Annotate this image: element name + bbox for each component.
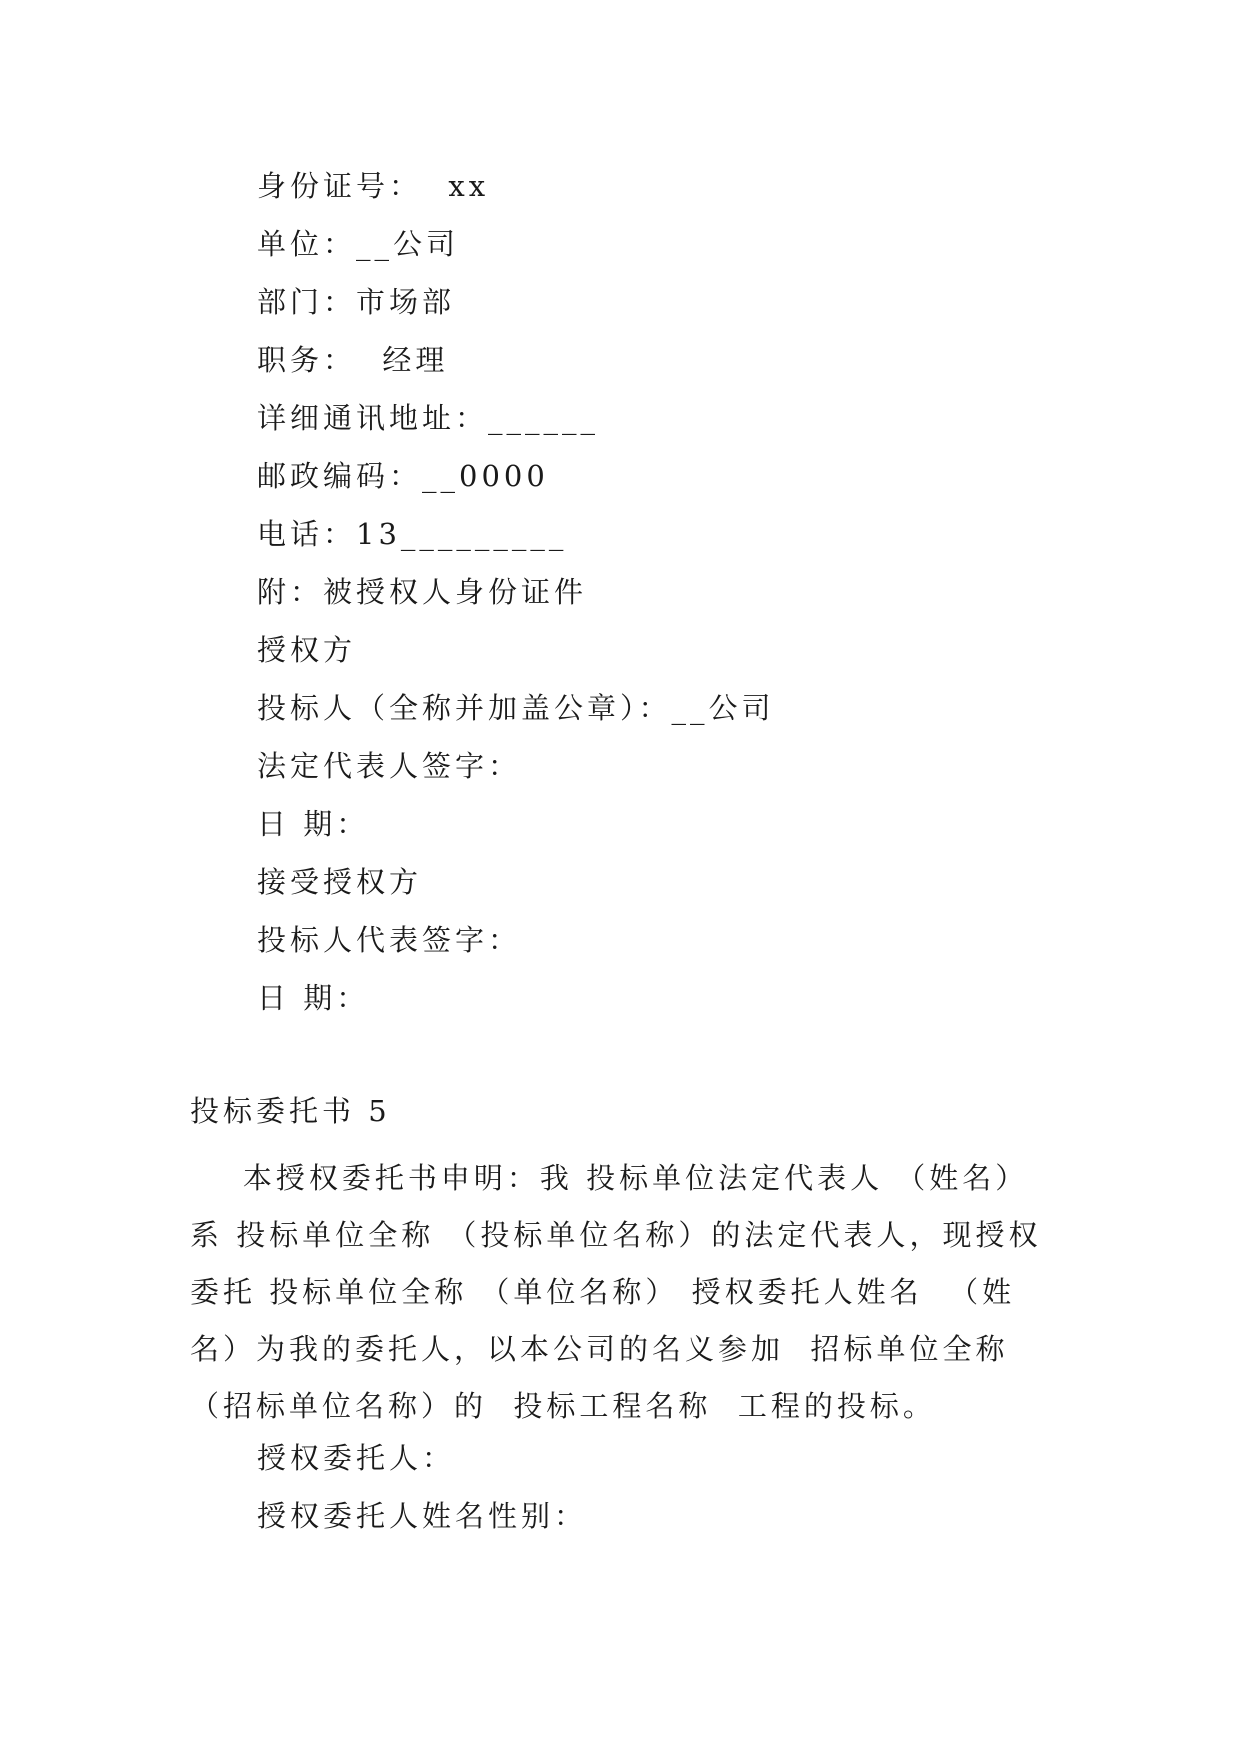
id-number-line: 身份证号： xx xyxy=(257,169,490,203)
address-line: 详细通讯地址：______ xyxy=(257,401,600,435)
paragraph-line: 委托 投标单位全称 （单位名称） 授权委托人姓名 （姓 xyxy=(190,1275,1016,1309)
department-line: 部门：市场部 xyxy=(257,285,456,319)
paragraph-line: 系 投标单位全称 （投标单位名称）的法定代表人，现授权 xyxy=(190,1218,1042,1252)
date-line-2: 日 期： xyxy=(257,981,370,1015)
postcode-line: 邮政编码：__0000 xyxy=(257,459,549,493)
paragraph-line: 名）为我的委托人，以本公司的名义参加 招标单位全称 xyxy=(190,1332,1009,1366)
authorization-paragraph xyxy=(190,1150,1070,1435)
legal-rep-signature-line: 法定代表人签字： xyxy=(257,749,522,783)
grantor-heading: 授权方 xyxy=(257,633,357,667)
attachment-line: 附：被授权人身份证件 xyxy=(257,575,588,609)
paragraph-line: （招标单位名称）的 投标工程名称 工程的投标。 xyxy=(190,1389,936,1423)
bidder-line: 投标人（全称并加盖公章）：__公司 xyxy=(257,691,775,725)
section-title: 投标委托书 5 xyxy=(190,1094,391,1128)
company-line: 单位：__公司 xyxy=(257,227,460,261)
date-line-1: 日 期： xyxy=(257,807,370,841)
grantee-heading: 接受授权方 xyxy=(257,865,423,899)
authorized-agent-line: 授权委托人： xyxy=(257,1441,456,1475)
phone-line: 电话：13_________ xyxy=(257,517,568,551)
agent-name-gender-line: 授权委托人姓名性别： xyxy=(257,1499,588,1533)
position-line: 职务： 经理 xyxy=(257,343,449,377)
paragraph-line: 本授权委托书申明：我 投标单位法定代表人 （姓名） xyxy=(190,1161,1029,1195)
bidder-rep-signature-line: 投标人代表签字： xyxy=(257,923,522,957)
